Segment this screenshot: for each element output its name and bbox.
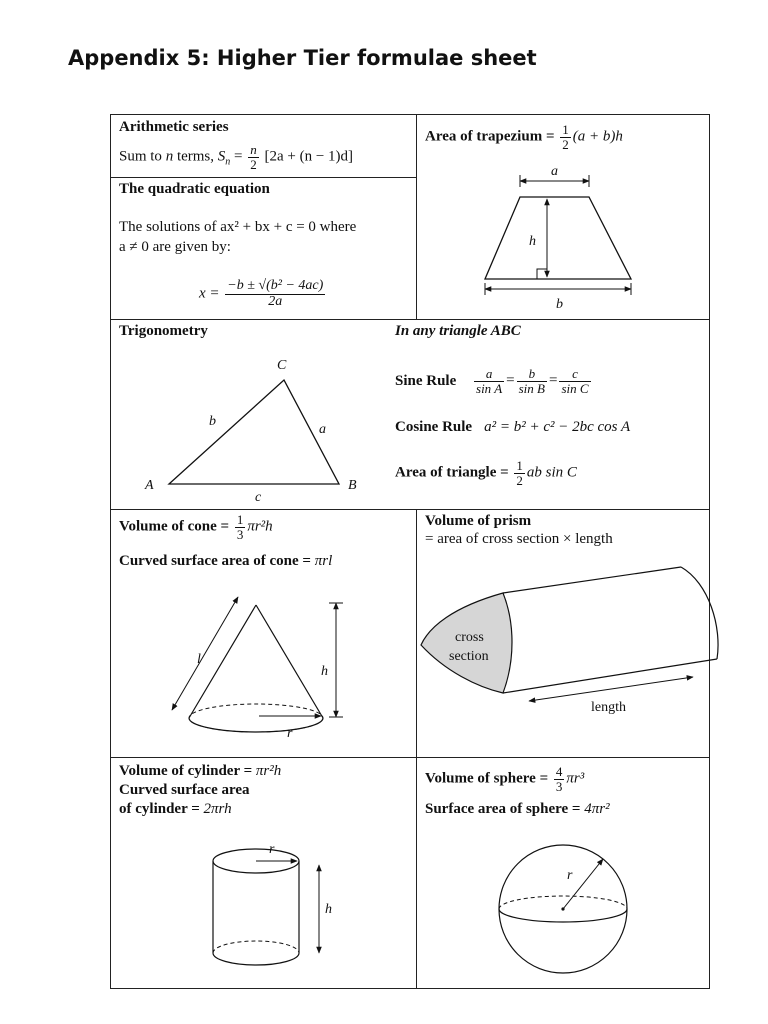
label-r: r [287,726,293,741]
fraction-denominator: sin B [518,380,545,396]
prism-diagram [417,557,711,717]
side-b-label: b [209,414,216,429]
fraction-numerator: 1 [562,122,569,137]
label-r: r [269,842,275,857]
cone-base-front [189,718,323,732]
formula-fraction [248,143,259,171]
fraction-numerator: a [474,367,504,382]
cone-volume-formula [119,513,273,541]
cylinder-volume-formula [119,763,281,780]
fraction-numerator: b [517,367,547,382]
arithmetic-series-heading: Arithmetic series [119,119,229,135]
fraction-numerator: n [250,142,257,157]
formula-expression: (a + b)h [572,128,623,145]
fraction-denominator: 2 [250,156,257,172]
fraction-denominator: 3 [555,778,563,794]
triangle-shape [169,380,339,484]
cross-section-label-1: cross [455,630,484,645]
fraction-denominator: 3 [236,526,244,542]
sine-rule-label: Sine Rule [395,372,457,389]
sphere-radius-arrow [563,859,603,909]
fraction-numerator: −b ± √(b² − 4ac) [227,278,324,293]
area-label: Area of triangle = [395,464,513,481]
length-label: length [591,700,626,715]
column-divider [416,115,417,319]
fraction-numerator: c [559,367,590,382]
fraction-denominator: 2 [562,136,569,152]
fraction-denominator: 2a [268,293,283,309]
label-l: l [197,652,201,667]
formula-fraction [474,367,504,395]
label-r: r [567,868,573,883]
vertex-c-label: C [277,358,287,373]
cylinder-base-front [213,953,299,965]
row-divider [111,319,709,320]
label-h: h [529,234,536,249]
formula-fraction [517,367,547,395]
fraction-denominator: sin A [476,380,503,396]
trapezium-shape [485,197,631,279]
formula-text: terms, [173,148,218,165]
area-formula: ab sin C [526,464,577,481]
formula-variable: n [165,148,174,165]
trapezium-diagram [481,161,651,311]
sphere-surface-formula [425,801,610,818]
side-c-label: c [255,490,262,505]
quadratic-formula [199,279,327,309]
formula-expression: 2πrh [203,801,232,817]
right-angle-mark [537,269,547,279]
fraction-denominator: 2 [516,472,523,488]
cosine-rule-formula: a² = b² + c² − 2bc cos A [484,419,631,435]
formula-variable: S [217,148,226,165]
prism-volume-formula: = area of cross section × length [425,531,613,547]
cylinder-surface-formula [119,801,232,818]
label-h: h [325,902,332,917]
formula-label: of cylinder = [119,801,204,817]
label-h: h [321,664,328,679]
formula-label: Surface area of sphere = [425,801,585,817]
sphere-centre-point [561,907,564,910]
formula-text: = [230,148,247,165]
cone-right-edge [256,605,323,718]
fraction-numerator: 1 [236,512,244,527]
sphere-diagram [495,839,635,979]
formula-expression: [2a + (n − 1)d] [264,148,354,165]
triangle-abc-diagram [141,353,371,503]
formula-text: x = [199,285,220,302]
area-of-triangle [395,459,577,487]
formulae-table [110,114,710,989]
formula-expression: 4πr² [584,801,610,817]
formula-text: = [506,372,515,389]
page-title: Appendix 5: Higher Tier formulae sheet [68,46,537,70]
formula-expression: πrl [314,553,333,569]
formula-fraction [225,279,325,309]
cylinder-base-back [213,941,299,953]
cross-section-label-2: section [449,649,489,664]
row-divider [111,757,709,758]
any-triangle-heading: In any triangle ABC [395,323,521,339]
formula-text: = [549,372,558,389]
formula-subscript: n [225,156,231,168]
side-a-label: a [319,422,326,437]
formula-expression: πr²h [255,763,282,779]
formula-fraction [560,123,571,151]
fraction-numerator: 4 [555,764,563,779]
fraction-denominator: sin C [561,380,589,396]
cone-surface-formula [119,553,332,570]
quadratic-heading: The quadratic equation [119,181,270,197]
cone-diagram [161,591,361,751]
cylinder-diagram [211,831,361,981]
prism-volume-label: Volume of prism [425,513,532,529]
prism-top-edge [503,567,681,593]
cylinder-surface-label: Curved surface area [119,782,250,798]
row-divider [111,509,709,510]
cosine-rule [395,419,630,436]
formula-label: Volume of sphere = [425,770,552,787]
sphere-volume-formula [425,765,584,793]
sphere-equator-front [499,909,627,922]
formula-fraction [559,367,590,395]
prism-back-face [681,567,718,659]
quadratic-line-1: The solutions of ax² + bx + c = 0 where [119,219,357,235]
formula-label: Volume of cone = [119,518,233,535]
fraction-numerator: 1 [516,458,523,473]
arithmetic-series-formula [119,143,353,171]
formula-label: Area of trapezium = [425,128,559,145]
sine-rule [395,367,593,395]
length-arrow [529,677,693,701]
formula-label: Curved surface area of cone = [119,553,315,569]
formula-expression: πr³ [566,770,585,787]
formula-expression: πr²h [247,518,273,535]
trigonometry-heading: Trigonometry [119,323,208,339]
formula-fraction [514,459,525,487]
vertex-a-label: A [145,478,154,493]
formula-fraction [235,513,246,541]
formula-text: Sum to [119,148,166,165]
cosine-rule-label: Cosine Rule [395,419,473,435]
formula-label: Volume of cylinder = [119,763,256,779]
slant-height-arrow [172,597,238,710]
label-a: a [551,164,558,179]
sphere-equator-back [499,896,627,909]
quadratic-line-2: a ≠ 0 are given by: [119,239,231,255]
vertex-b-label: B [348,478,357,493]
trapezium-area-formula [425,123,623,151]
row-divider [111,177,416,178]
label-b: b [556,297,563,312]
prism-bottom-edge [503,659,717,693]
formula-fraction [554,765,565,793]
